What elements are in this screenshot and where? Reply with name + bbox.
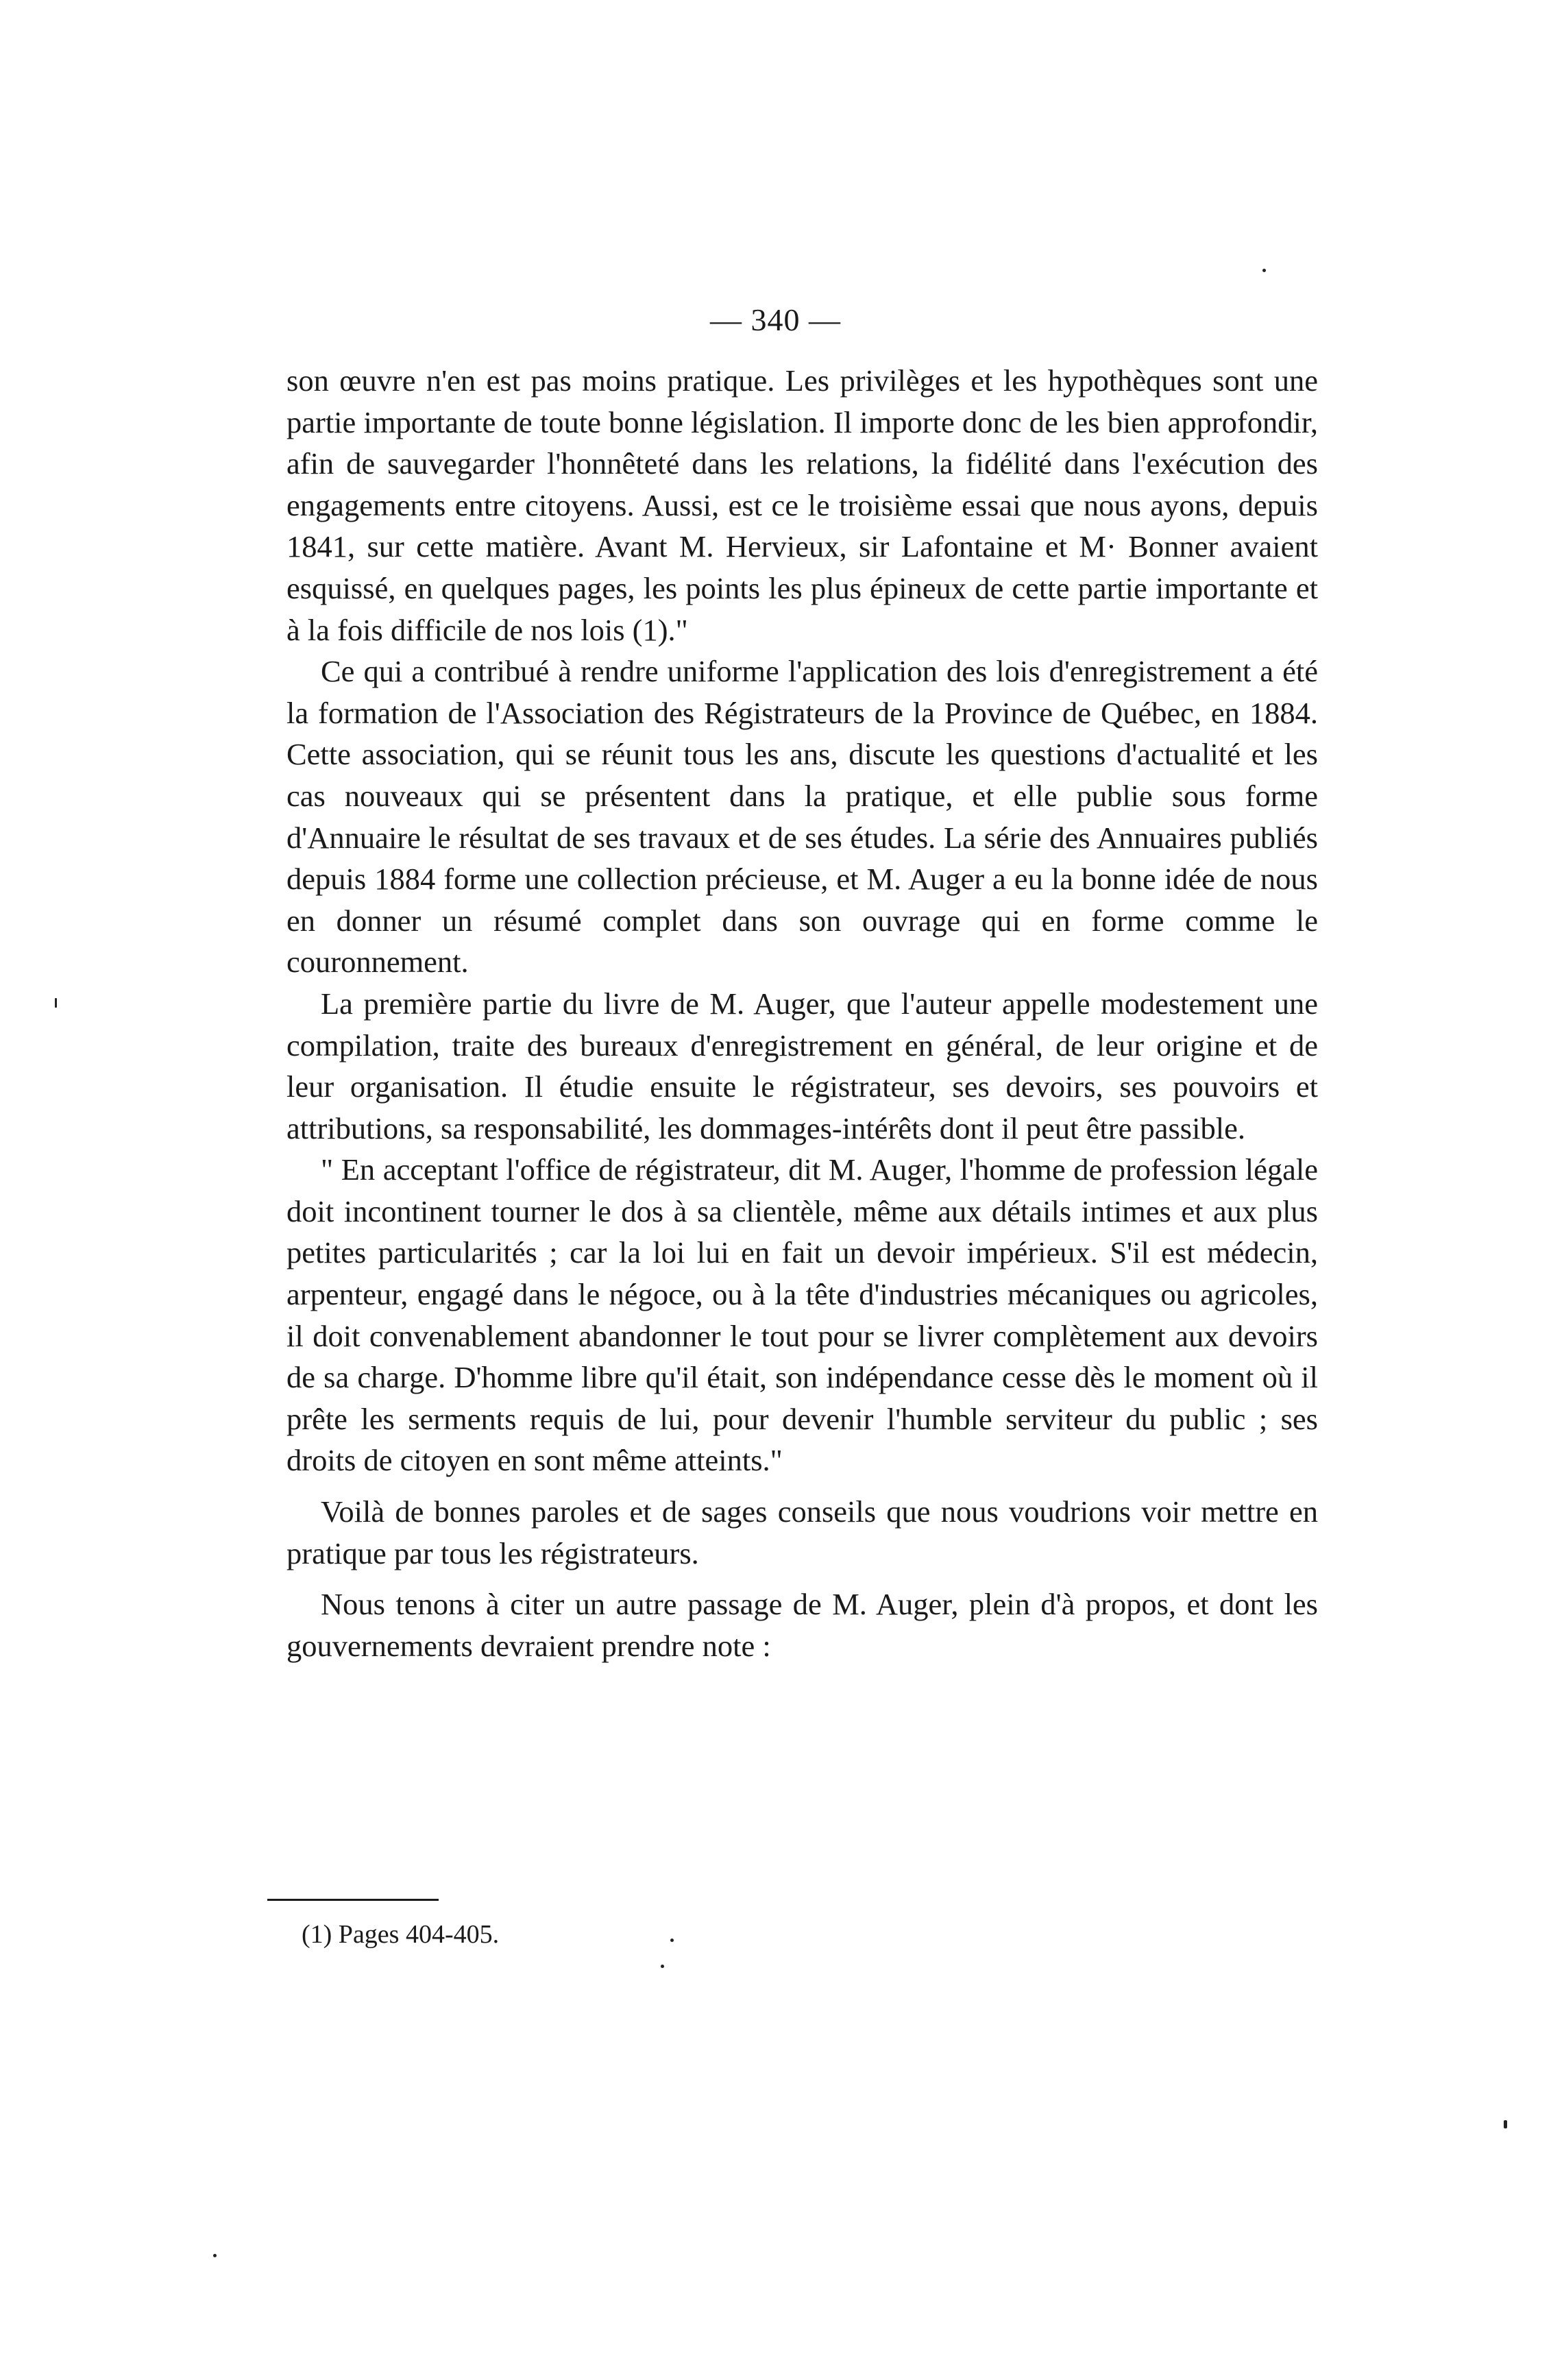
footnote-rule xyxy=(267,1899,439,1901)
paragraph-good-words: Voilà de bonnes paroles et de sages conseils que nous voudrions voir mettre en pratique par tous les régistrateurs. xyxy=(286,1494,1318,1570)
footnote: (1) Pages 404-405. xyxy=(302,1920,500,1949)
scan-speck xyxy=(670,1939,674,1942)
page-number: — 340 — xyxy=(710,302,841,337)
scan-speck xyxy=(1262,269,1266,272)
scan-speck xyxy=(1504,2120,1507,2128)
body-text xyxy=(286,360,1318,1666)
paragraph-continuation: son œuvre n'en est pas moins pratique. Les privilèges et les hypothèques sont une partie importante de toute bonne législation. Il importe donc de les bien approfondir, afin de sauvegarder l'honnêteté dans les relations, la fidélité dans l'exécution des engagements entre citoyens. Aussi, est ce le troisième essai que nous ayons, depuis 1841, sur cette matière. Avant M. Hervieux, sir Lafontaine et M· Bonner avaient esquissé, en quelques pages, les points les plus épineux de cette partie importante et à la fois difficile de nos lois (1)." xyxy=(286,363,1318,647)
scan-speck xyxy=(55,998,57,1008)
paragraph-first-part: La première partie du livre de M. Auger, que l'auteur appelle modestement une compilation, traite des bureaux d'enregistrement en général, de leur origine et de leur organisation. Il étudie ensuite le régistrateur, ses devoirs, ses pouvoirs et attributions, sa responsabilité, les dommages-intérêts dont il peut être passible. xyxy=(286,986,1318,1145)
paragraph-quotation: " En acceptant l'office de régistrateur, dit M. Auger, l'homme de profession légale doit incontinent tourner le dos à sa clientèle, même aux détails intimes et aux plus petites particularités ; car la loi lui en fait un devoir impérieux. S'il est médecin, arpenteur, engagé dans le négoce, ou à la tête d'industries mécaniques ou agricoles, il doit convenablement abandonner le tout pour se livrer complètement aux devoirs de sa charge. D'homme libre qu'il était, son indépendance cesse dès le moment où il prête les serments requis de lui, pour devenir l'humble serviteur du public ; ses droits de citoyen en sont même atteints." xyxy=(286,1152,1318,1478)
scan-speck xyxy=(213,2254,217,2257)
paragraph-association: Ce qui a contribué à rendre uniforme l'application des lois d'enregistrement a été la formation de l'Association des Régistrateurs de la Province de Québec, en 1884. Cette association, qui se réunit tous les ans, discute les questions d'actualité et les cas nouveaux qui se présentent dans la pratique, et elle publie sous forme d'Annuaire le résultat de ses travaux et de ses études. La série des Annuaires publiés depuis 1884 forme une collection précieuse, et M. Auger a eu la bonne idée de nous en donner un résumé complet dans son ouvrage qui en forme comme le couronnement. xyxy=(286,654,1318,980)
paragraph-another-passage: Nous tenons à citer un autre passage de M. Auger, plein d'à propos, et dont les gouvernements devraient prendre note : xyxy=(286,1587,1318,1663)
scan-speck xyxy=(661,1965,664,1968)
